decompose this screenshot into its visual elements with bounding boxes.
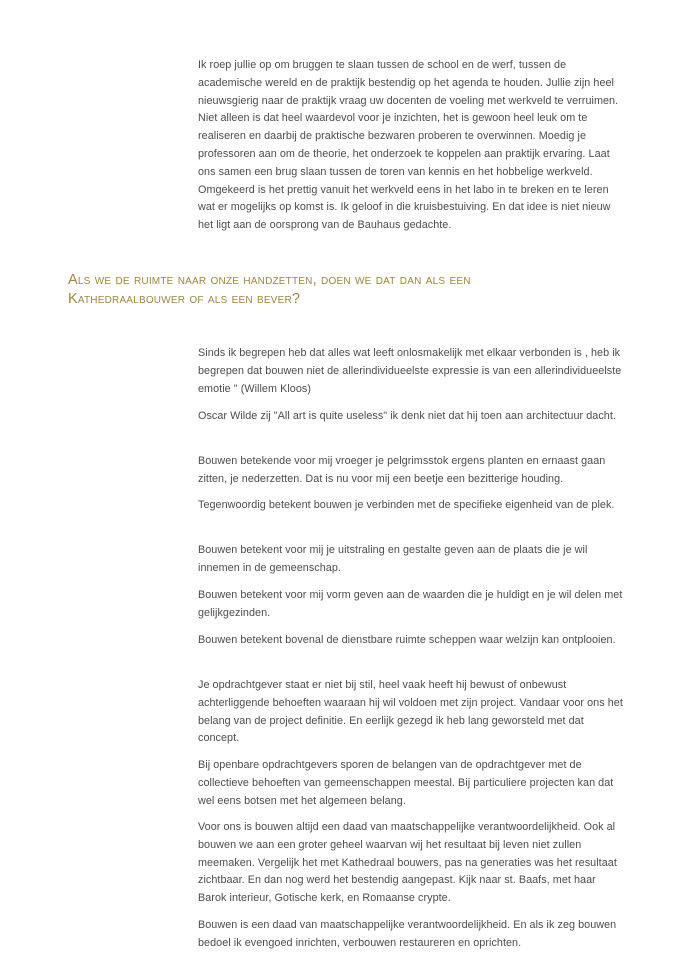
body-paragraph: Bouwen betekent voor mij vorm geven aan de waarden die je huldigt en je wil delen met gelijkgezinden. <box>198 589 623 619</box>
body-paragraph: Bouwen betekent bovenal de dienstbare ruimte scheppen waar welzijn kan ontplooien. <box>198 634 616 646</box>
section-heading-line-2: Kathedraalbouwer of als een bever? <box>68 290 301 307</box>
body-paragraph: Bouwen is een daad van maatschappelijke verantwoordelijkheid. En als ik zeg bouwen bedoel ik evengoed inrichten, verbouwen restaureren en oprichten. <box>198 919 617 949</box>
intro-paragraph: Ik roep jullie op om bruggen te slaan tussen de school en de werf, tussen de academische wereld en de praktijk bestendig op het agenda te houden. Jullie zijn heel nieuwsgierig naar de praktijk vraag uw docenten de voeling met werkveld te verruimen. Niet alleen is dat heel waardevol voor je inzichten, het is gewoon heel leuk om te realiseren en daarbij de praktische bezwaren proberen te overwinnen. Moedig je professoren aan om de theorie, het onderzoek te koppelen aan praktijk ervaring. Laat ons samen een brug slaan tussen de toren van kennis en het hobbelige werkveld. Omgekeerd is het prettig vanuit het werkveld eens in het labo in te breken en te leren wat er mogelijks op komst is. Ik geloof in die kruisbestuiving. En dat idee is niet nieuw het ligt aan de oorsprong van de Bauhaus gedachte. <box>198 59 619 232</box>
body-paragraph: Je opdrachtgever staat er niet bij stil, heel vaak heeft hij bewust of onbewust achterliggende behoeften waaraan hij wil voldoen met zijn project. Vandaar voor ons het belang van de project definitie. En eerlijk gezegd ik heb lang geworsteld met dat concept. <box>198 679 623 745</box>
body-paragraph: Tegenwoordig betekent bouwen je verbinden met de specifieke eigenheid van de plek. <box>198 499 615 511</box>
body-paragraph: Oscar Wilde zij "All art is quite useless" ik denk niet dat hij toen aan architectuur dacht. <box>198 410 616 422</box>
body-paragraph: Sinds ik begrepen heb dat alles wat leeft onlosmakelijk met elkaar verbonden is , heb ik begrepen dat bouwen niet de allerindividueelste expressie is van een allerindividueelste emotie " (Willem Kloos) <box>198 347 622 395</box>
body-paragraph: Bouwen betekent voor mij je uitstraling en gestalte geven aan de plaats die je wil innemen in de gemeenschap. <box>198 544 588 574</box>
body-paragraph: Bij openbare opdrachtgevers sporen de belangen van de opdrachtgever met de collectieve behoeften van gemeenschappen meestal. Bij particuliere projecten kan dat wel eens botsen met het algemeen belang. <box>198 759 614 807</box>
body-paragraph: Bouwen betekende voor mij vroeger je pelgrimsstok ergens planten en ernaast gaan zitten, je nederzetten. Dat is nu voor mij een beetje een bezitterige houding. <box>198 455 606 485</box>
body-paragraph: Voor ons is bouwen altijd een daad van maatschappelijke verantwoordelijkheid. Ook al bouwen we aan een groter geheel waarvan wij het resultaat bij leven niet zullen meemaken. Vergelijk het met Kathedraal bouwers, pas na generaties was het resultaat zichtbaar. En dan nog werd het bestendig aangepast. Kijk naar st. Baafs, met haar Barok interieur, Gotische kerk, en Romaanse crypte. <box>198 821 617 905</box>
section-heading-line-1: Als we de ruimte naar onze handzetten, doen we dat dan als een <box>68 272 471 288</box>
section-heading <box>68 271 628 308</box>
